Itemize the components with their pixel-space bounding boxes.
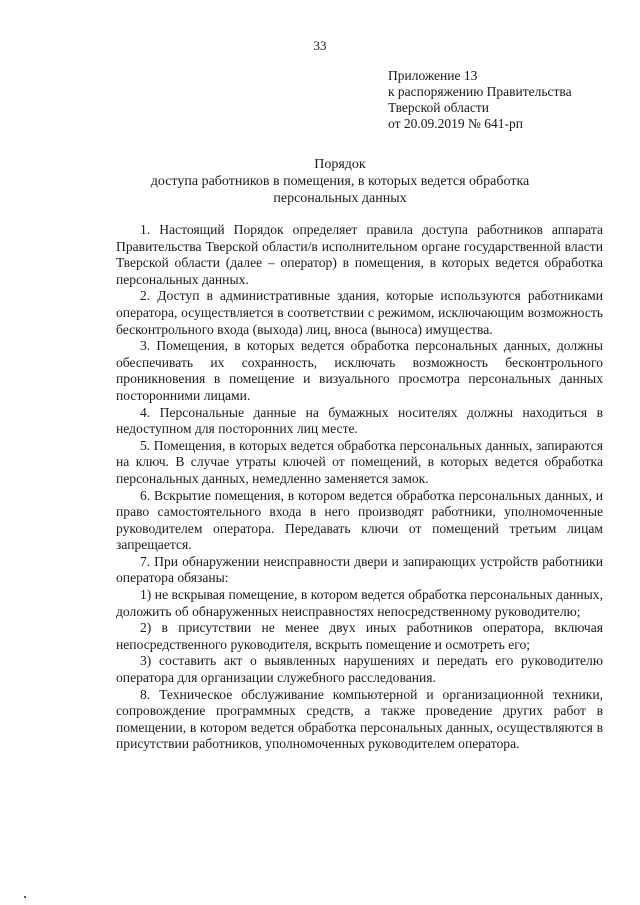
paragraph-7-item-3: 3) составить акт о выявленных нарушениях и передать его руководителю оператора для организации служебного расследования. (116, 653, 603, 686)
paragraph-8: 8. Техническое обслуживание компьютерной и организационной техники, сопровождение программных средств, а также проведение других работ в помещении, в котором ведется обработка персональных данных, осуществляются в присутствии работников, уполномоченных руководителем оператора. (116, 686, 603, 752)
paragraph-2: 2. Доступ в административные здания, которые используются работниками оператора, осуществляется в соответствии с режимом, исключающим возможность бесконтрольного входа (выхода) лиц, вноса (выноса) имущества. (116, 288, 603, 337)
title-line: персональных данных (273, 191, 407, 206)
title-line: Порядок (314, 157, 366, 172)
document-title (60, 156, 620, 207)
paragraph-7-item-1: 1) не вскрывая помещение, в котором ведется обработка персональных данных, доложить об обнаруженных неисправностях непосредственному руководителю; (116, 587, 603, 619)
paragraph-1: 1. Настоящий Порядок определяет правила доступа работников аппарата Правительства Тверской области/в исполнительном органе государственной власти Тверской области (далее – оператор) в помещения, в которых ведется обработка персональных данных. (116, 222, 603, 287)
appendix-header (388, 68, 572, 132)
paragraph-4: 4. Персональные данные на бумажных носителях должны находиться в недоступном для посторонних лиц месте. (116, 404, 603, 437)
document-body (116, 222, 603, 753)
appendix-line: Приложение 13 (388, 68, 478, 83)
appendix-line: от 20.09.2019 № 641-рп (388, 116, 523, 131)
appendix-line: к распоряжению Правительства (388, 84, 572, 99)
page-number: 33 (313, 38, 327, 53)
paragraph-5: 5. Помещения, в которых ведется обработка персональных данных, запираются на ключ. В случае утраты ключей от помещений, в которых ведется обработка персональных данных, немедленно заменяется замок. (116, 437, 603, 486)
paragraph-6: 6. Вскрытие помещения, в котором ведется обработка персональных данных, и право самостоятельного входа в него производят работники, уполномоченные руководителем оператора. Передавать ключи от помещений третьим лицам запрещается. (116, 487, 603, 553)
paragraph-7: 7. При обнаружении неисправности двери и запирающих устройств работники оператора обязаны: (116, 553, 603, 586)
paragraph-7-item-2: 2) в присутствии не менее двух иных работников оператора, включая непосредственного руководителя, вскрыть помещение и осмотреть его; (116, 620, 603, 652)
paragraph-3: 3. Помещения, в которых ведется обработка персональных данных, должны обеспечивать их сохранность, исключать возможность бесконтрольного проникновения в помещение и визуального просмотра персональных данных посторонними лицами. (116, 338, 603, 403)
appendix-line: Тверской области (388, 100, 489, 115)
scan-dot (24, 896, 26, 898)
title-line: доступа работников в помещения, в которых ведется обработка (150, 174, 530, 189)
